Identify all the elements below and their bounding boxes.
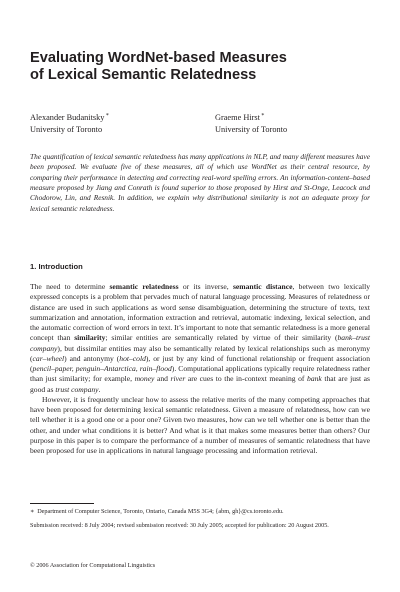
example-italic: money — [134, 374, 155, 384]
example-italic: hot–cold — [119, 353, 146, 363]
footnote-mark: ∗ — [30, 508, 35, 515]
section-heading: 1. Introduction — [30, 262, 83, 271]
author-name — [215, 109, 287, 124]
example-italic: river — [170, 374, 186, 384]
footnote-rule — [30, 503, 94, 504]
body-text — [30, 282, 370, 456]
example-italic: bank — [307, 374, 322, 384]
author-name-text: Alexander Budanitsky — [30, 112, 105, 122]
author-affiliation: University of Toronto — [30, 124, 103, 134]
example-italic: trust company — [55, 384, 99, 394]
copyright-notice: © 2006 Association for Computational Linguistics — [30, 562, 156, 569]
footnote-mark: ∗ — [105, 112, 110, 118]
author-name-text: Graeme Hirst — [215, 112, 260, 122]
author-affiliation: University of Toronto — [215, 124, 288, 134]
paragraph-2: However, it is frequently unclear how to assess the relative merits of the many competing approaches that have been proposed for determining lexical semantic relatedness. Given a measure of relatedness, how can we tell whether it is a good one or a poor one? Given two measures, how can we tell whether one is better than the other, and under what conditions it is better? And what is it that makes some measures better than others? Our purpose in this paper is to compare the performance of a number of measures of semantic relatedness that have been proposed for use in applications in natural language processing and information retrieval. — [30, 394, 370, 455]
term-bold: semantic relatedness — [109, 282, 179, 291]
example-italic: bank–trust company — [30, 333, 370, 353]
footnote — [30, 508, 370, 517]
paragraph-1: The need to determine semantic relatedness or its inverse, semantic distance, between two lexically expressed concepts is a problem that pervades much of natural language processing. Measures of relatedness or distance are used in such applications as word sense disambiguation, determining the structure of texts, text summarization and annotation, information extraction and retrieval, automatic indexing, lexical selection, and the automatic correction of word errors in text. It’s important to note that semantic relatedness is a more general concept than similarity; similar entities are semantically related by virtue of their similarity (bank–trust company), but dissimilar entities may also be semantically related by lexical relationships such as meronymy (car–wheel) and antonymy (hot–cold), or just by any kind of functional relationship or frequent association (pencil–paper, penguin–Antarctica, rain–flood). Computational applications typically require relatedness rather than just similarity; for example, money and river are cues to the in-context meaning of bank that are just as good as trust company. — [30, 282, 371, 394]
footnote-mark: ∗ — [260, 112, 265, 118]
abstract: The quantification of lexical semantic relatedness has many applications in NLP, and many different measures have been proposed. We evaluate five of these measures, all of which use WordNet as their central resource, by comparing their performance in detecting and correcting real-word spelling errors. An information-content–based measure proposed by Jiang and Conrath is found superior to those proposed by Hirst and St-Onge, Leacock and Chodorow, Lin, and Resnik. In addition, we explain why distributional similarity is not an adequate proxy for lexical semantic relatedness. — [30, 152, 370, 213]
title-line-2: of Lexical Semantic Relatedness — [30, 67, 257, 83]
footnote-text: Department of Computer Science, Toronto, Ontario, Canada M5S 3G4; {abm, gh}@cs.toronto.edu. — [37, 508, 284, 515]
term-bold: semantic distance — [232, 282, 293, 291]
paper-title — [30, 50, 370, 84]
title-line-1: Evaluating WordNet-based Measures — [30, 50, 287, 66]
term-bold: similarity — [74, 333, 106, 343]
example-italic: pencil–paper, penguin–Antarctica, rain–flood — [32, 364, 172, 373]
author-block-1 — [30, 109, 109, 136]
author-block-2 — [215, 109, 287, 136]
example-italic: car–wheel — [32, 353, 65, 363]
submission-dates: Submission received: 8 July 2004; revised submission received: 30 July 2005; accepted for publication: 20 August 2005. — [30, 522, 329, 529]
author-name — [30, 109, 109, 124]
